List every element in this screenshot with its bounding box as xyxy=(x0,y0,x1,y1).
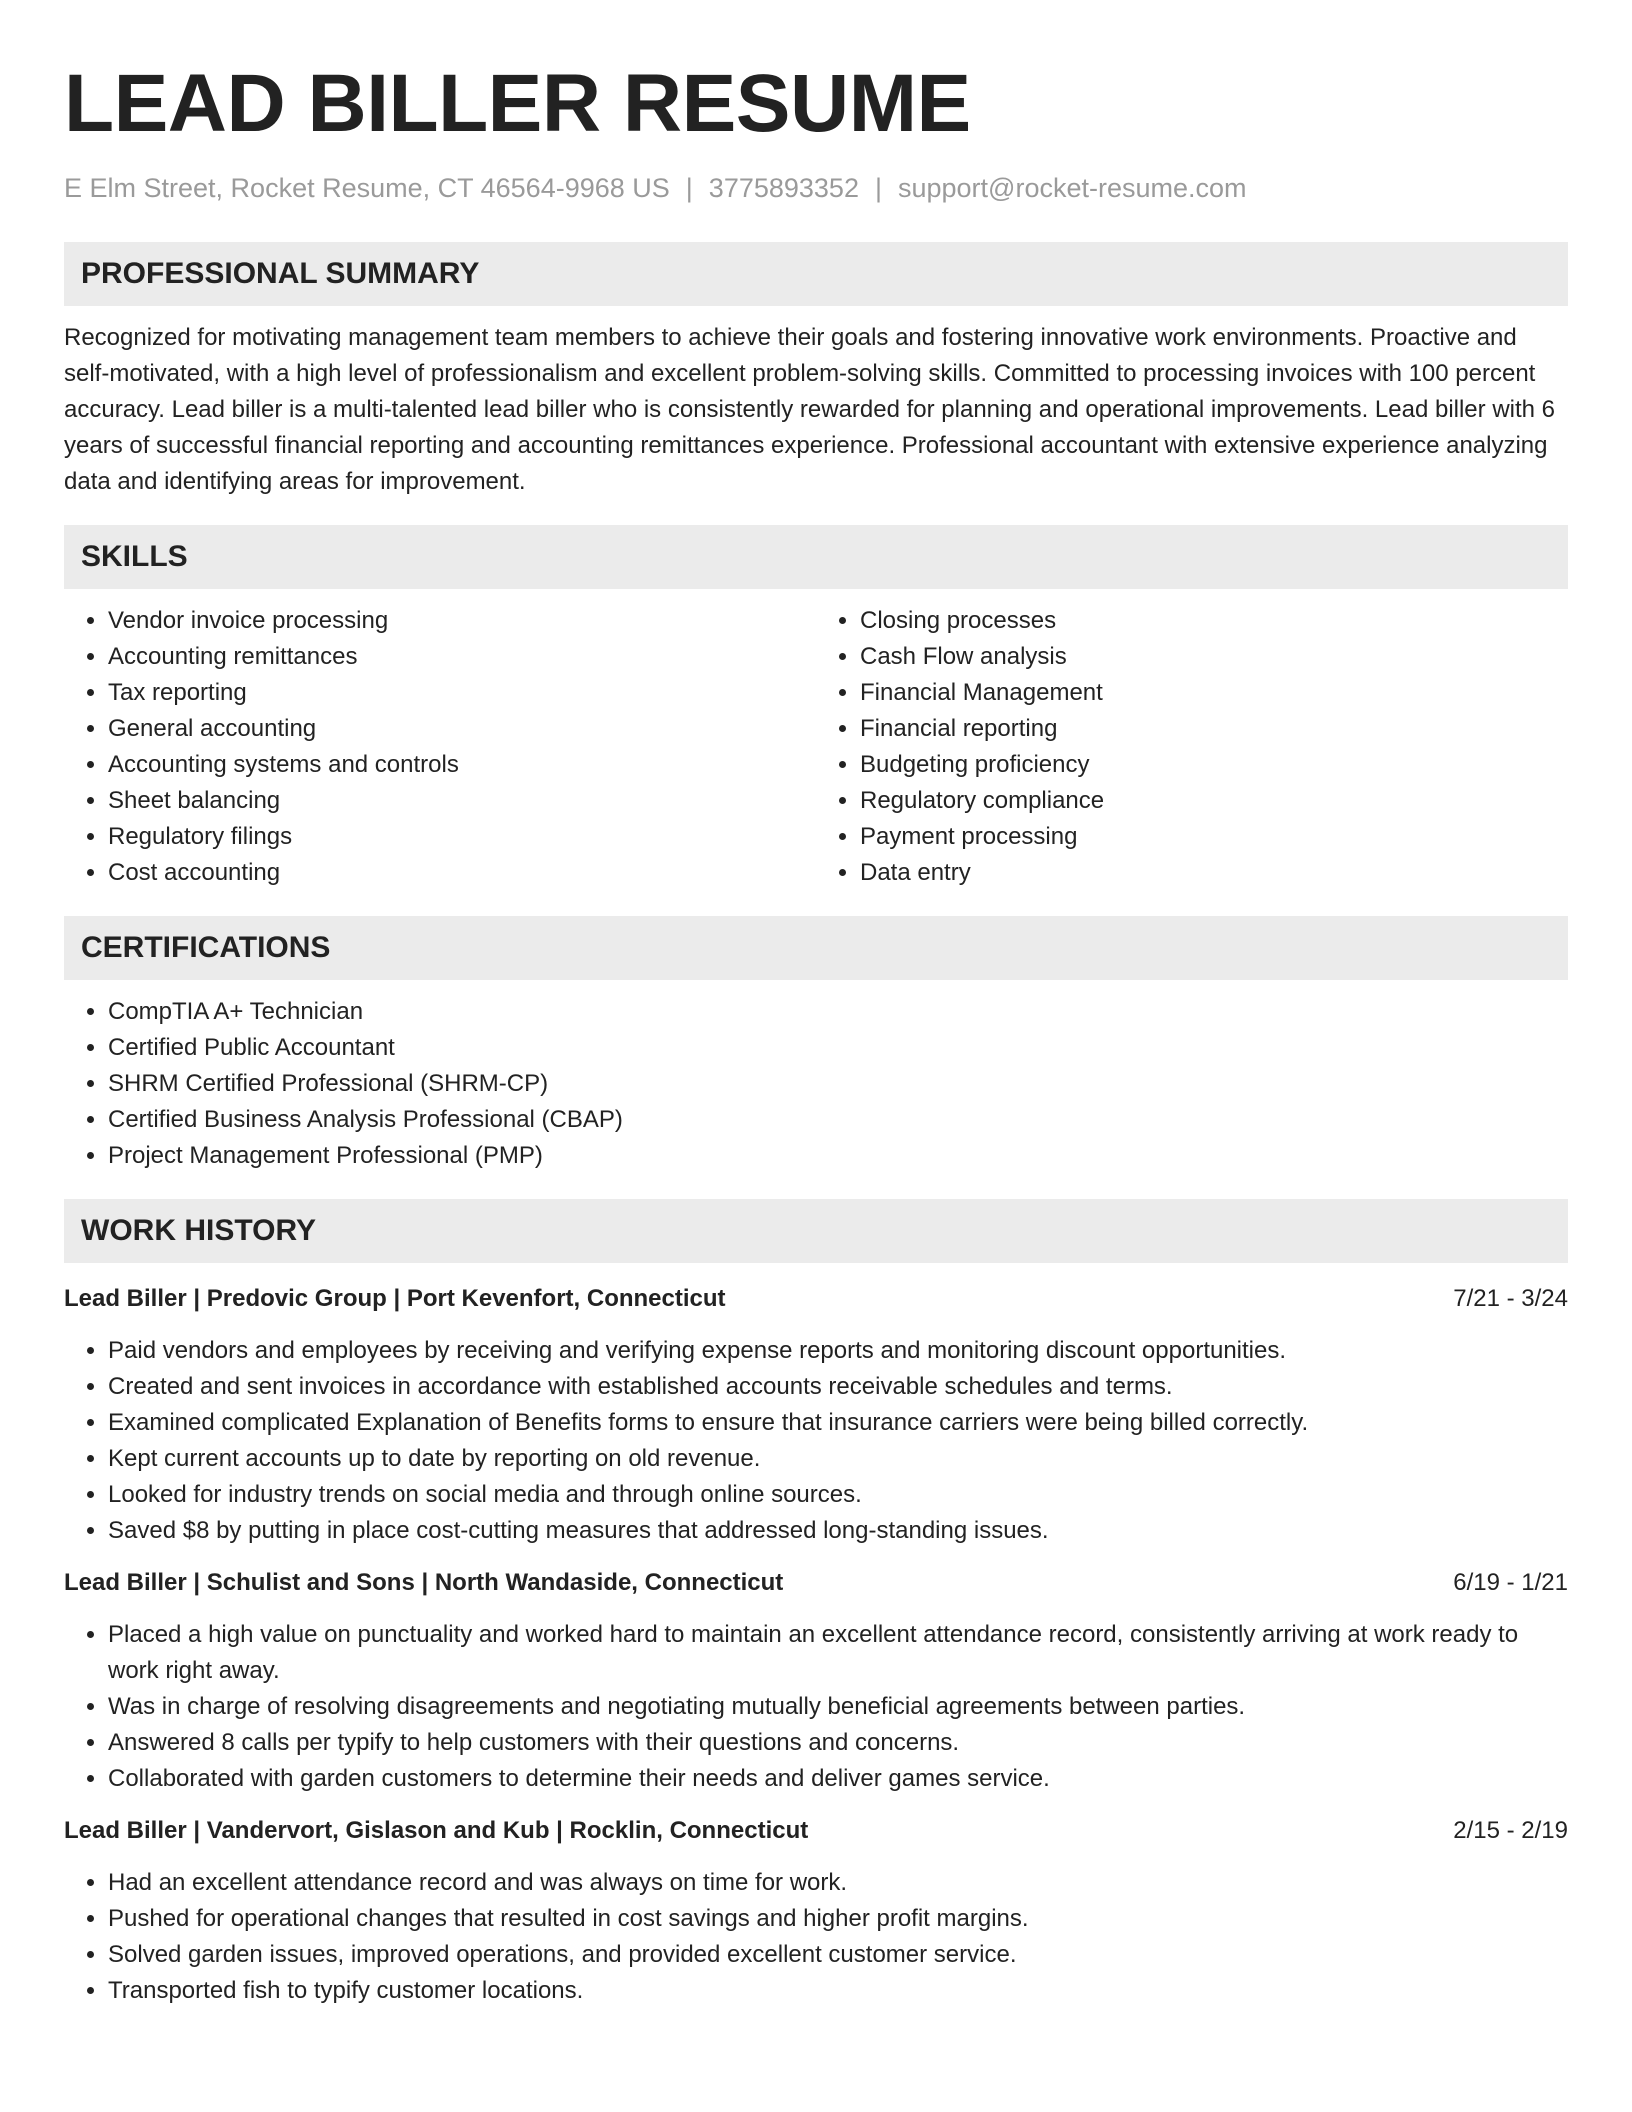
skill-item: • General accounting xyxy=(108,711,816,747)
certifications-heading: CERTIFICATIONS xyxy=(81,931,331,964)
job-bullet: • Saved $8 by putting in place cost-cutting measures that addressed long-standing issues. xyxy=(108,1513,1568,1549)
job-dates: 6/19 - 1/21 xyxy=(1453,1569,1568,1596)
work-heading: WORK HISTORY xyxy=(81,1214,317,1247)
skill-item: • Data entry xyxy=(860,855,1568,891)
skill-item: • Budgeting proficiency xyxy=(860,747,1568,783)
skill-item: • Financial reporting xyxy=(860,711,1568,747)
skills-list-right xyxy=(816,603,1568,891)
job-entry xyxy=(64,1813,1568,2009)
job-bullet: • Looked for industry trends on social media and through online sources. xyxy=(108,1477,1568,1513)
certification-item: • Certified Public Accountant xyxy=(108,1030,1568,1066)
skill-item: • Vendor invoice processing xyxy=(108,603,816,639)
job-bullets xyxy=(64,1333,1568,1549)
contact-phone: 3775893352 xyxy=(708,173,859,203)
contact-email: support@rocket-resume.com xyxy=(897,173,1247,203)
certifications-section-header xyxy=(64,916,1568,980)
job-bullet: • Was in charge of resolving disagreements and negotiating mutually beneficial agreements between parties. xyxy=(108,1689,1568,1725)
certification-item: • Certified Business Analysis Professional (CBAP) xyxy=(108,1102,1568,1138)
job-header xyxy=(64,1565,1568,1601)
job-entry xyxy=(64,1565,1568,1797)
job-bullet: • Transported fish to typify customer locations. xyxy=(108,1973,1568,2009)
certification-item: • SHRM Certified Professional (SHRM-CP) xyxy=(108,1066,1568,1102)
job-bullet: • Collaborated with garden customers to determine their needs and deliver games service. xyxy=(108,1761,1568,1797)
summary-text: Recognized for motivating management team members to achieve their goals and fostering innovative work environments. Proactive and self-motivated, with a high level of professionalism and excellent problem-solving skills. Committed to processing invoices with 100 percent accuracy. Lead biller is a multi-talented lead biller who is consistently rewarded for planning and operational improvements. Lead biller with 6 years of successful financial reporting and accounting remittances experience. Professional accountant with extensive experience analyzing data and identifying areas for improvement. xyxy=(64,324,1556,495)
job-dates: 2/15 - 2/19 xyxy=(1453,1817,1568,1844)
job-bullet: • Paid vendors and employees by receiving and verifying expense reports and monitoring discount opportunities. xyxy=(108,1333,1568,1369)
job-entry xyxy=(64,1281,1568,1549)
job-bullet: • Created and sent invoices in accordance with established accounts receivable schedules and terms. xyxy=(108,1369,1568,1405)
job-bullet: • Solved garden issues, improved operations, and provided excellent customer service. xyxy=(108,1937,1568,1973)
resume-title: LEAD BILLER RESUME xyxy=(64,58,971,149)
skill-item: • Regulatory compliance xyxy=(860,783,1568,819)
skill-item: • Regulatory filings xyxy=(108,819,816,855)
skill-item: • Sheet balancing xyxy=(108,783,816,819)
skills-list-left xyxy=(64,603,816,891)
skills-grid xyxy=(64,603,1568,891)
certifications-list xyxy=(64,994,1568,1174)
job-header xyxy=(64,1813,1568,1849)
contact-separator: | xyxy=(685,173,693,203)
job-bullet: • Answered 8 calls per typify to help customers with their questions and concerns. xyxy=(108,1725,1568,1761)
skill-item: • Accounting systems and controls xyxy=(108,747,816,783)
summary-heading: PROFESSIONAL SUMMARY xyxy=(81,257,480,290)
job-header xyxy=(64,1281,1568,1317)
skills-section-header xyxy=(64,525,1568,589)
work-section-header xyxy=(64,1199,1568,1263)
job-title: Lead Biller | Vandervort, Gislason and Kub | Rocklin, Connecticut xyxy=(64,1817,809,1844)
skill-item: • Cost accounting xyxy=(108,855,816,891)
skill-item: • Financial Management xyxy=(860,675,1568,711)
contact-address: E Elm Street, Rocket Resume, CT 46564-9968 US xyxy=(64,173,670,203)
job-bullets xyxy=(64,1865,1568,2009)
contact-separator: | xyxy=(874,173,882,203)
skill-item: • Tax reporting xyxy=(108,675,816,711)
skills-heading: SKILLS xyxy=(81,540,188,573)
skill-item: • Accounting remittances xyxy=(108,639,816,675)
summary-section-header xyxy=(64,242,1568,306)
job-bullet: • Kept current accounts up to date by reporting on old revenue. xyxy=(108,1441,1568,1477)
certification-item: • CompTIA A+ Technician xyxy=(108,994,1568,1030)
job-title: Lead Biller | Schulist and Sons | North Wandaside, Connecticut xyxy=(64,1569,784,1596)
job-title: Lead Biller | Predovic Group | Port Kevenfort, Connecticut xyxy=(64,1285,726,1312)
job-dates: 7/21 - 3/24 xyxy=(1453,1285,1568,1312)
contact-line xyxy=(64,172,1568,204)
certification-item: • Project Management Professional (PMP) xyxy=(108,1138,1568,1174)
job-bullet: • Placed a high value on punctuality and worked hard to maintain an excellent attendance record, consistently arriving at work ready to work right away. xyxy=(108,1617,1568,1689)
job-bullets xyxy=(64,1617,1568,1797)
skill-item: • Closing processes xyxy=(860,603,1568,639)
skill-item: • Payment processing xyxy=(860,819,1568,855)
job-bullet: • Examined complicated Explanation of Benefits forms to ensure that insurance carriers were being billed correctly. xyxy=(108,1405,1568,1441)
job-bullet: • Had an excellent attendance record and was always on time for work. xyxy=(108,1865,1568,1901)
skill-item: • Cash Flow analysis xyxy=(860,639,1568,675)
job-bullet: • Pushed for operational changes that resulted in cost savings and higher profit margins. xyxy=(108,1901,1568,1937)
